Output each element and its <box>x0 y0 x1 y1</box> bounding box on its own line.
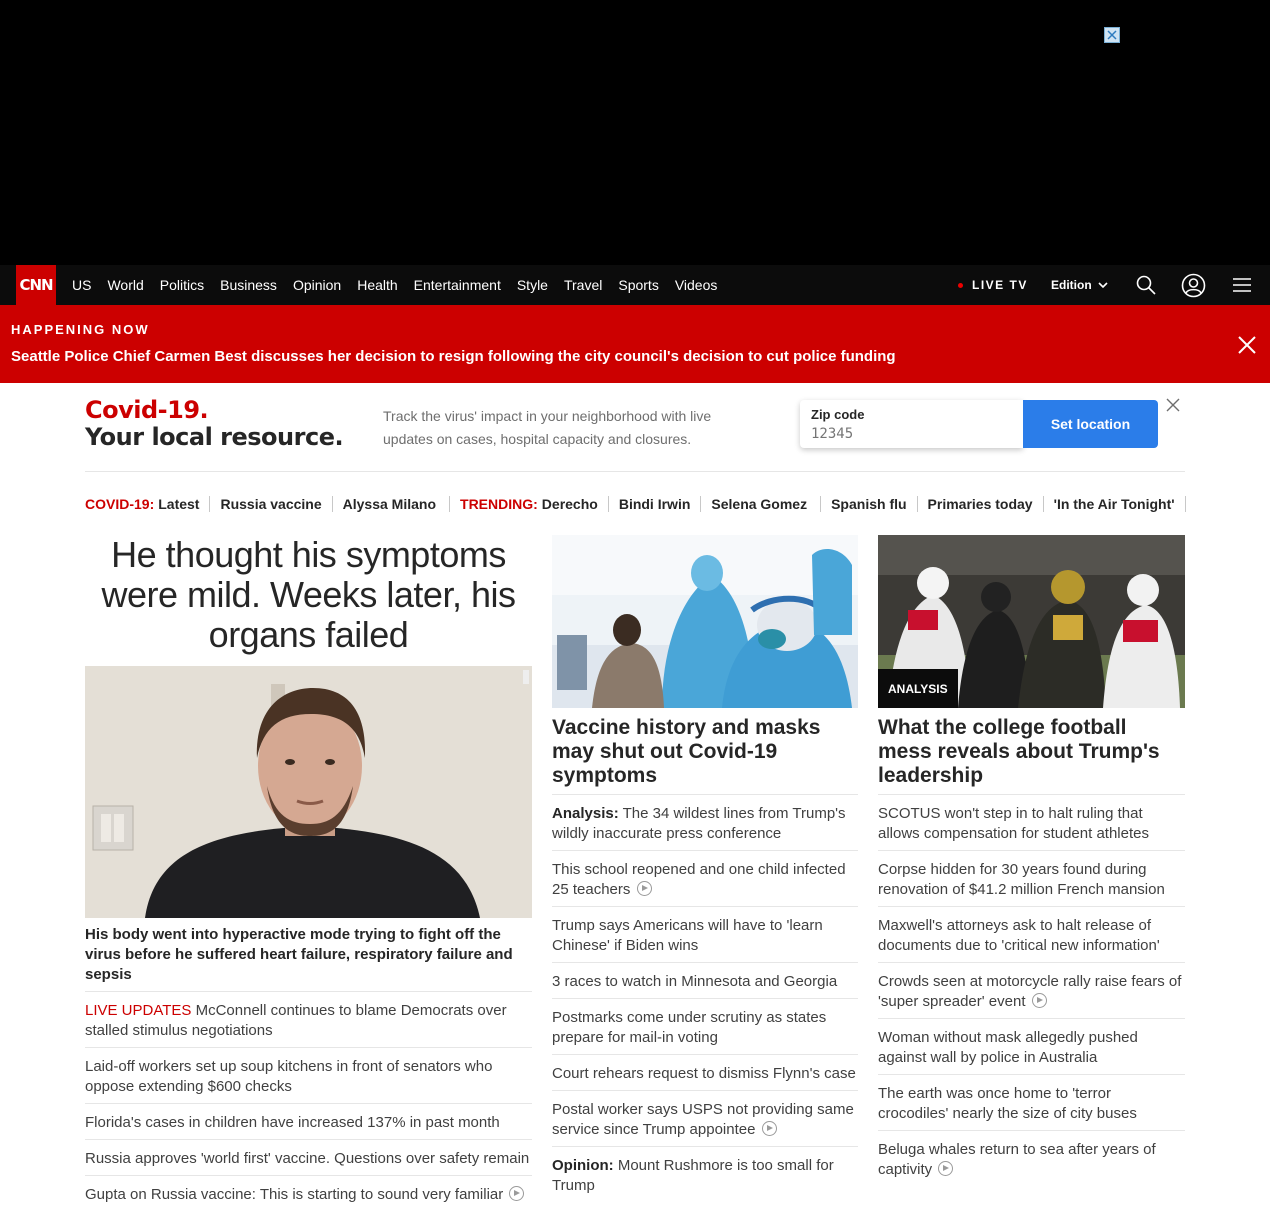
close-icon[interactable] <box>1237 335 1257 355</box>
lead-story-column <box>85 535 532 1206</box>
separator <box>209 496 210 512</box>
trending-link[interactable]: Derecho <box>541 496 598 512</box>
nav-link-world[interactable]: World <box>107 277 144 293</box>
nav-links <box>72 265 733 305</box>
play-icon <box>762 1121 777 1136</box>
trending-bar <box>85 495 1196 513</box>
separator <box>332 496 333 512</box>
separator <box>449 496 450 512</box>
zip-code-label: Zip code <box>811 407 865 422</box>
account-icon[interactable] <box>1181 273 1206 298</box>
live-updates-label: LIVE UPDATES <box>85 1002 192 1019</box>
separator <box>700 496 701 512</box>
list-item[interactable] <box>552 1090 858 1146</box>
list-item-text: Florida's cases in children have increased 137% in past month <box>85 1114 500 1131</box>
trending-link[interactable]: Russia vaccine <box>220 496 322 512</box>
happening-now-label: HAPPENING NOW <box>11 322 150 337</box>
opinion-label: Opinion: <box>552 1157 614 1174</box>
nav-link-us[interactable]: US <box>72 277 92 293</box>
list-item[interactable] <box>878 962 1185 1018</box>
nav-link-entertainment[interactable]: Entertainment <box>413 277 501 293</box>
play-icon <box>938 1161 953 1176</box>
story-image[interactable] <box>878 535 1185 708</box>
list-item-text: Trump says Americans will have to 'learn Chinese' if Biden wins <box>552 917 823 954</box>
list-item[interactable] <box>552 998 858 1054</box>
list-item-text: The 34 wildest lines from Trump's wildly inaccurate press conference <box>552 805 846 842</box>
list-item[interactable] <box>878 1018 1185 1074</box>
cnn-logo[interactable]: CNN <box>16 265 56 305</box>
trending-link[interactable]: Alyssa Milano <box>342 496 437 512</box>
list-item-text: Woman without mask allegedly pushed against wall by police in Australia <box>878 1029 1138 1066</box>
list-item[interactable] <box>552 794 858 850</box>
promo-title: Your local resource. <box>85 423 344 451</box>
analysis-label: Analysis: <box>552 805 619 822</box>
list-item[interactable] <box>85 1139 532 1175</box>
person-photo <box>85 666 532 918</box>
trending-link[interactable]: Selena Gomez <box>711 496 808 512</box>
list-item[interactable] <box>552 1146 858 1202</box>
trending-link[interactable]: Primaries today <box>927 496 1033 512</box>
ad-close-icon[interactable] <box>1104 27 1120 43</box>
third-story-column <box>878 535 1185 1186</box>
nav-link-politics[interactable]: Politics <box>159 277 205 293</box>
trending-link[interactable]: Spanish flu <box>831 496 907 512</box>
list-item[interactable] <box>878 1130 1185 1186</box>
separator <box>1043 496 1044 512</box>
list-item-text: Gupta on Russia vaccine: This is starting to sound very familiar <box>85 1186 504 1203</box>
separator <box>608 496 609 512</box>
list-item[interactable] <box>552 1054 858 1090</box>
trending-link[interactable]: Bindi Irwin <box>618 496 691 512</box>
happening-now-headline[interactable]: Seattle Police Chief Carmen Best discusses her decision to resign following the city council's decision to cut police funding <box>11 348 896 365</box>
lead-subheadline[interactable]: His body went into hyperactive mode trying to fight off the virus before he suffered heart failure, respiratory failure and sepsis <box>85 926 513 983</box>
edition-label: Edition <box>1051 278 1092 292</box>
second-story-column <box>552 535 858 1202</box>
list-item-text: This school reopened and one child infected 25 teachers <box>552 861 846 898</box>
list-item[interactable] <box>85 1103 532 1139</box>
trending-link[interactable]: 'In the Air Tonight' <box>1053 496 1175 512</box>
list-item[interactable] <box>85 1047 532 1103</box>
trending-label: TRENDING: <box>460 496 538 512</box>
list-item-text: McConnell continues to blame Democrats over stalled stimulus negotiations <box>85 1002 507 1039</box>
menu-icon[interactable] <box>1232 275 1252 295</box>
nav-link-travel[interactable]: Travel <box>563 277 603 293</box>
live-tv-link[interactable] <box>958 278 1028 292</box>
nav-link-videos[interactable]: Videos <box>674 277 718 293</box>
list-item-text: 3 races to watch in Minnesota and Georgia <box>552 973 838 990</box>
headline-list <box>552 794 858 1202</box>
top-nav <box>0 265 1270 305</box>
divider <box>85 471 1185 472</box>
list-item-text: Maxwell's attorneys ask to halt release of documents due to 'critical new information' <box>878 917 1160 954</box>
medical-workers-photo <box>552 535 858 708</box>
zip-code-field[interactable] <box>800 400 1023 448</box>
breaking-news-banner[interactable] <box>0 305 1270 383</box>
nav-link-opinion[interactable]: Opinion <box>292 277 342 293</box>
headline-list <box>878 794 1185 1186</box>
promo-title-red: Covid-19. <box>85 396 209 424</box>
list-item[interactable] <box>878 906 1185 962</box>
list-item-text: Crowds seen at motorcycle rally raise fears of 'super spreader' event <box>878 973 1182 1010</box>
nav-link-business[interactable]: Business <box>220 277 277 293</box>
list-item-text: Mount Rushmore is too small for Trump <box>552 1157 834 1194</box>
close-icon[interactable] <box>1165 397 1181 413</box>
list-item-text: The earth was once home to 'terror crocodiles' nearly the size of city buses <box>878 1085 1137 1122</box>
list-item[interactable] <box>878 794 1185 850</box>
list-item-text: Court rehears request to dismiss Flynn's case <box>552 1065 856 1082</box>
separator <box>820 496 821 512</box>
list-item-text: Russia approves 'world first' vaccine. Questions over safety remain <box>85 1150 530 1167</box>
nav-link-sports[interactable]: Sports <box>618 277 659 293</box>
list-item-text: Corpse hidden for 30 years found during renovation of $41.2 million French mansion <box>878 861 1165 898</box>
chevron-down-icon <box>1098 282 1108 289</box>
play-icon <box>1032 993 1047 1008</box>
list-item-text: Postal worker says USPS not providing same service since Trump appointee <box>552 1101 854 1138</box>
story-headline[interactable]: Vaccine history and masks may shut out Covid-19 symptoms <box>552 716 821 787</box>
trending-link[interactable]: Latest <box>158 496 200 512</box>
nav-link-health[interactable]: Health <box>357 277 398 293</box>
list-item[interactable] <box>552 850 858 906</box>
separator <box>917 496 918 512</box>
headline-list <box>85 991 532 1206</box>
list-item[interactable] <box>85 991 532 1047</box>
list-item-text: SCOTUS won't step in to halt ruling that allows compensation for student athletes <box>878 805 1149 842</box>
zip-code-input[interactable] <box>811 426 1011 442</box>
nav-link-style[interactable]: Style <box>516 277 548 293</box>
live-dot-icon <box>958 283 963 288</box>
list-item[interactable] <box>878 1074 1185 1130</box>
list-item[interactable] <box>85 1175 532 1206</box>
lead-story-image[interactable] <box>85 666 532 918</box>
lead-headline[interactable]: He thought his symptoms were mild. Weeks later, his organs failed <box>101 534 516 655</box>
edition-dropdown[interactable] <box>1051 278 1108 292</box>
list-item-text: Postmarks come under scrutiny as states prepare for mail-in voting <box>552 1009 827 1046</box>
list-item-text: Laid-off workers set up soup kitchens in front of senators who oppose extending $600 checks <box>85 1058 493 1095</box>
advertisement[interactable] <box>0 0 1270 265</box>
story-headline[interactable]: What the college football mess reveals about Trump's leadership <box>878 716 1160 787</box>
list-item[interactable] <box>878 850 1185 906</box>
list-item[interactable] <box>552 962 858 998</box>
covid-label: COVID-19: <box>85 496 155 512</box>
story-image[interactable] <box>552 535 858 708</box>
play-icon <box>509 1186 524 1201</box>
live-tv-label: LIVE TV <box>972 278 1028 292</box>
play-icon <box>637 881 652 896</box>
search-icon[interactable] <box>1136 275 1156 295</box>
list-item-text: Beluga whales return to sea after years of captivity <box>878 1141 1156 1178</box>
separator <box>1185 496 1186 512</box>
analysis-badge: ANALYSIS <box>878 669 958 708</box>
set-location-button[interactable]: Set location <box>1023 400 1158 448</box>
list-item[interactable] <box>552 906 858 962</box>
promo-description: Track the virus' impact in your neighborhood with live updates on cases, hospital capacity and closures. <box>383 408 712 447</box>
